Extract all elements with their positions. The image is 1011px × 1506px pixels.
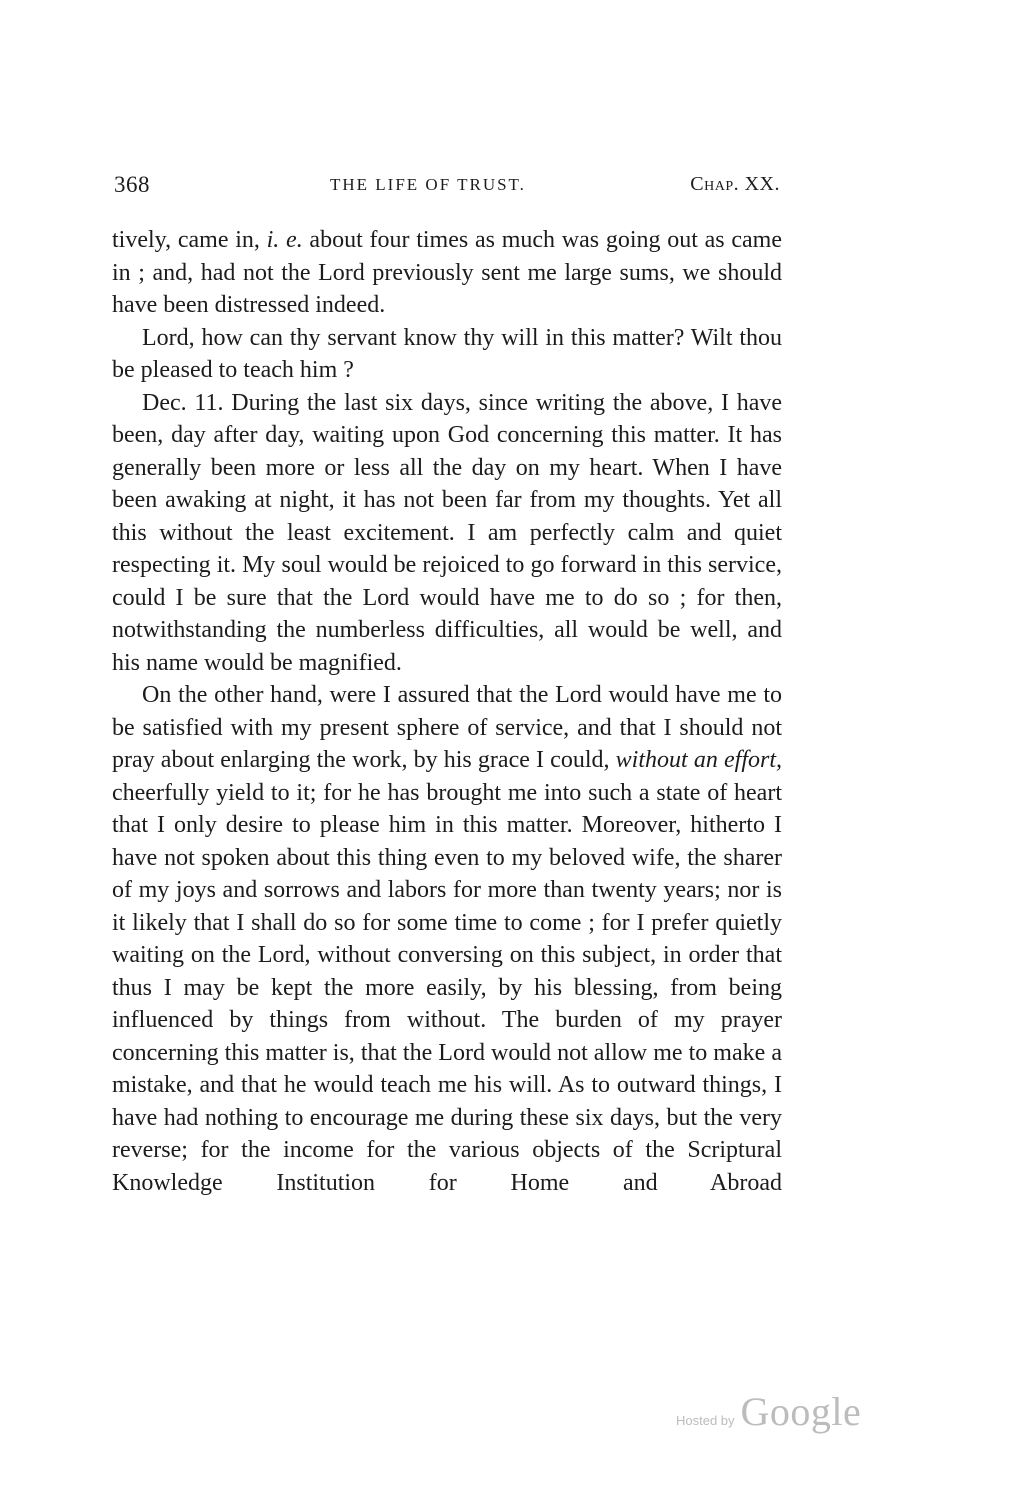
hosted-by-google-watermark [676,1388,861,1438]
paragraph-prayer: Lord, how can thy servant know thy will in this matter? Wilt thou be pleased to teach him ? [112,324,782,383]
paragraph-1-italic: i. e. [266,227,303,253]
running-title: THE LIFE OF TRUST. [330,175,526,194]
google-logo: Google [740,1389,862,1434]
paragraph-4-rest: cheerfully yield to it; for he has brought me into such a state of heart that I only desire to please him in this matter. Moreover, hitherto I have not spoken about this thing even to my beloved wife, the sharer of my joys and sorrows and labors for more than twenty years; nor is it likely that I shall do so for some time to come ; for I prefer quietly waiting on the Lord, without conversing on this subject, in order that thus I may be kept the more easily, by his blessing, from being influenced by things from without. The burden of my prayer concerning this matter is, that the Lord would not allow me to make a mistake, and that he would teach me his will. As to outward things, I have had nothing to encourage me during these six days, but the very reverse; for the income for the various objects of the Scriptural Knowledge Institution for Home and Abroad [112,779,782,1196]
paragraph-continued [112,224,782,322]
paragraph-other-hand [112,679,782,1199]
paragraph-1-rest: about four times as much was going out as came in ; and, had not the Lord previously sent me large sums, we should have been distressed indeed. [112,227,782,318]
watermark-prefix: Hosted by [676,1413,735,1428]
page-number: 368 [114,172,150,197]
paragraph-4-italic: without an effort, [615,747,782,773]
running-head [112,172,782,200]
paragraph-4-text: On the other hand, were I assured that the Lord would have me to be satisfied with my present sphere of service, and that I should not pray about enlarging the work, by his grace I could, [112,682,782,773]
chapter-label: Chap. XX. [690,173,780,195]
paragraph-1-text: tively, came in, [112,227,267,253]
paragraph-dec-11: Dec. 11. During the last six days, since writing the above, I have been, day after day, waiting upon God concerning this matter. It has generally been more or less all the day on my heart. When I have been awaking at night, it has not been far from my thoughts. Yet all this without the least excitement. I am perfectly calm and quiet respecting it. My soul would be rejoiced to go forward in this service, could I be sure that the Lord would have me to do so ; for then, notwithstanding the numberless difficulties, all would be well, and his name would be magnified. [112,389,782,676]
body-text [112,224,782,1199]
